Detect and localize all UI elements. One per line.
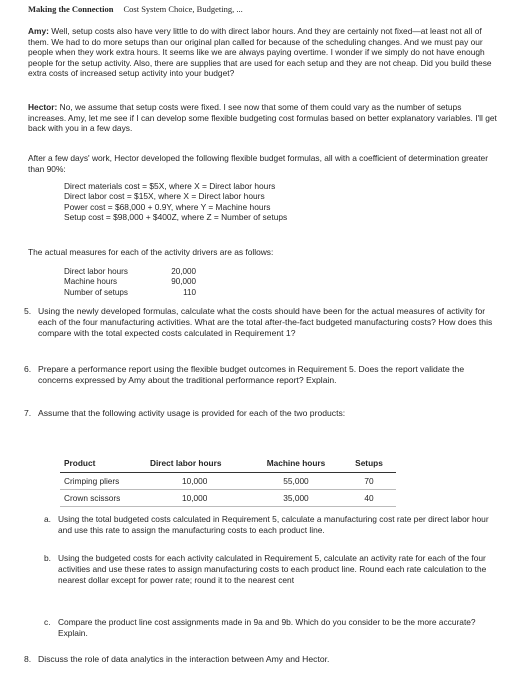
driver-row (64, 267, 196, 277)
driver-value: 20,000 (171, 267, 196, 276)
table-row (60, 490, 396, 507)
question-text: Discuss the role of data analytics in the interaction between Amy and Hector. (38, 654, 330, 664)
question-number: 7. (24, 408, 32, 418)
question-8 (24, 654, 494, 665)
formula-setup: Setup cost = $98,000 + $400Z, where Z = Number of setups (64, 212, 288, 223)
question-number: 6. (24, 364, 32, 374)
header-topic: Cost System Choice, Budgeting, ... (123, 4, 243, 14)
question-number: 8. (24, 654, 32, 664)
actual-measures-intro: The actual measures for each of the activity drivers are as follows: (28, 247, 274, 257)
question-text: Using the newly developed formulas, calculate what the costs should have been for the actual measures of activity for each of the four manufacturing activities. What are the total after-the-fact budgeted manufacturing costs? How does this compare with the total expected costs calculated in Requirement 1? (38, 306, 493, 338)
formula-direct-materials: Direct materials cost = $5X, where X = Direct labor hours (64, 181, 276, 191)
col-machine-hours: Machine hours (250, 455, 342, 473)
cell-product: Crown scissors (60, 490, 146, 507)
activity-usage-table (60, 455, 396, 507)
speaker-amy: Amy: (28, 26, 49, 36)
question-5 (24, 306, 494, 339)
sub-question-text: Using the budgeted costs for each activity calculated in Requirement 5, calculate an activity rate for each of the four activities and use these rates to assign manufacturing costs to each product line. Round each rate calculation to the nearest dollar except for power rate; round it to the nearest cent (58, 553, 487, 585)
formula-direct-labor: Direct labor cost = $15X, where X = Direct labor hours (64, 191, 265, 202)
after-paragraph: After a few days' work, Hector developed the following flexible budget formulas, all with a coefficient of determination greater than 90%: (28, 153, 488, 174)
driver-row (64, 288, 196, 298)
col-direct-labor-hours: Direct labor hours (146, 455, 250, 473)
hector-dialogue (28, 102, 498, 134)
question-text: Prepare a performance report using the flexible budget outcomes in Requirement 5. Does the report validate the concerns expressed by Amy about the traditional performance report? Explain. (38, 364, 465, 385)
formula-power: Power cost = $68,000 + 0.9Y, where Y = Machine hours (64, 201, 271, 212)
col-setups: Setups (342, 455, 396, 473)
cell-setups: 70 (342, 473, 396, 490)
cell-dlh: 10,000 (146, 490, 250, 507)
question-text: Assume that the following activity usage is provided for each of the two products: (38, 408, 346, 418)
table-row (60, 473, 396, 490)
cell-product: Crimping pliers (60, 473, 146, 490)
running-header (28, 4, 243, 14)
amy-text: Well, setup costs also have very little to do with direct labor hours. And they are certainly not fixed—at least not all of them. We had to do more setups than our original plan called for because of the scheduling changes. And we must pay our people when they work extra hours. It seems like we are always paying overtime. I wonder if we simply do not have enough people for the setup activity. Also, there are supplies that are used for each setup and they are not cheap. Did you build these extra costs of increased setup activity into your budget? (28, 26, 492, 79)
question-7c (44, 617, 494, 639)
driver-label: Number of setups (64, 287, 128, 297)
sub-question-letter: c. (44, 617, 51, 627)
question-7a (44, 514, 494, 536)
driver-label: Machine hours (64, 277, 118, 287)
driver-value: 90,000 (171, 277, 196, 287)
cell-dlh: 10,000 (146, 473, 250, 490)
amy-dialogue (28, 26, 498, 79)
speaker-hector: Hector: (28, 102, 58, 112)
sub-question-text: Compare the product line cost assignments made in 9a and 9b. Which do you consider to be the more accurate? Explain. (58, 617, 476, 638)
question-number: 5. (24, 306, 32, 316)
cell-setups: 40 (342, 490, 396, 507)
cell-mh: 55,000 (250, 473, 342, 490)
driver-row (64, 277, 196, 287)
cell-mh: 35,000 (250, 490, 342, 507)
activity-driver-list (64, 267, 196, 298)
formula-list (64, 181, 287, 223)
question-6 (24, 364, 494, 386)
table-header-row (60, 455, 396, 473)
hector-text: No, we assume that setup costs were fixed. I see now that some of them could vary as the number of setups increases. Amy, let me see if I can develop some flexible budgeting cost formulas based on better explanatory variables. I'll get back with you in a few days. (28, 102, 497, 134)
col-product: Product (60, 455, 146, 473)
header-section: Making the Connection (28, 4, 114, 14)
sub-question-letter: a. (44, 514, 51, 524)
question-7 (24, 408, 494, 419)
driver-value: 110 (183, 287, 196, 297)
sub-question-letter: b. (44, 553, 51, 563)
question-7b (44, 553, 494, 585)
sub-question-text: Using the total budgeted costs calculated in Requirement 5, calculate a manufacturing cost rate per direct labor hour and use this rate to assign the manufacturing costs to each product line. (58, 514, 489, 535)
driver-label: Direct labor hours (64, 267, 128, 276)
